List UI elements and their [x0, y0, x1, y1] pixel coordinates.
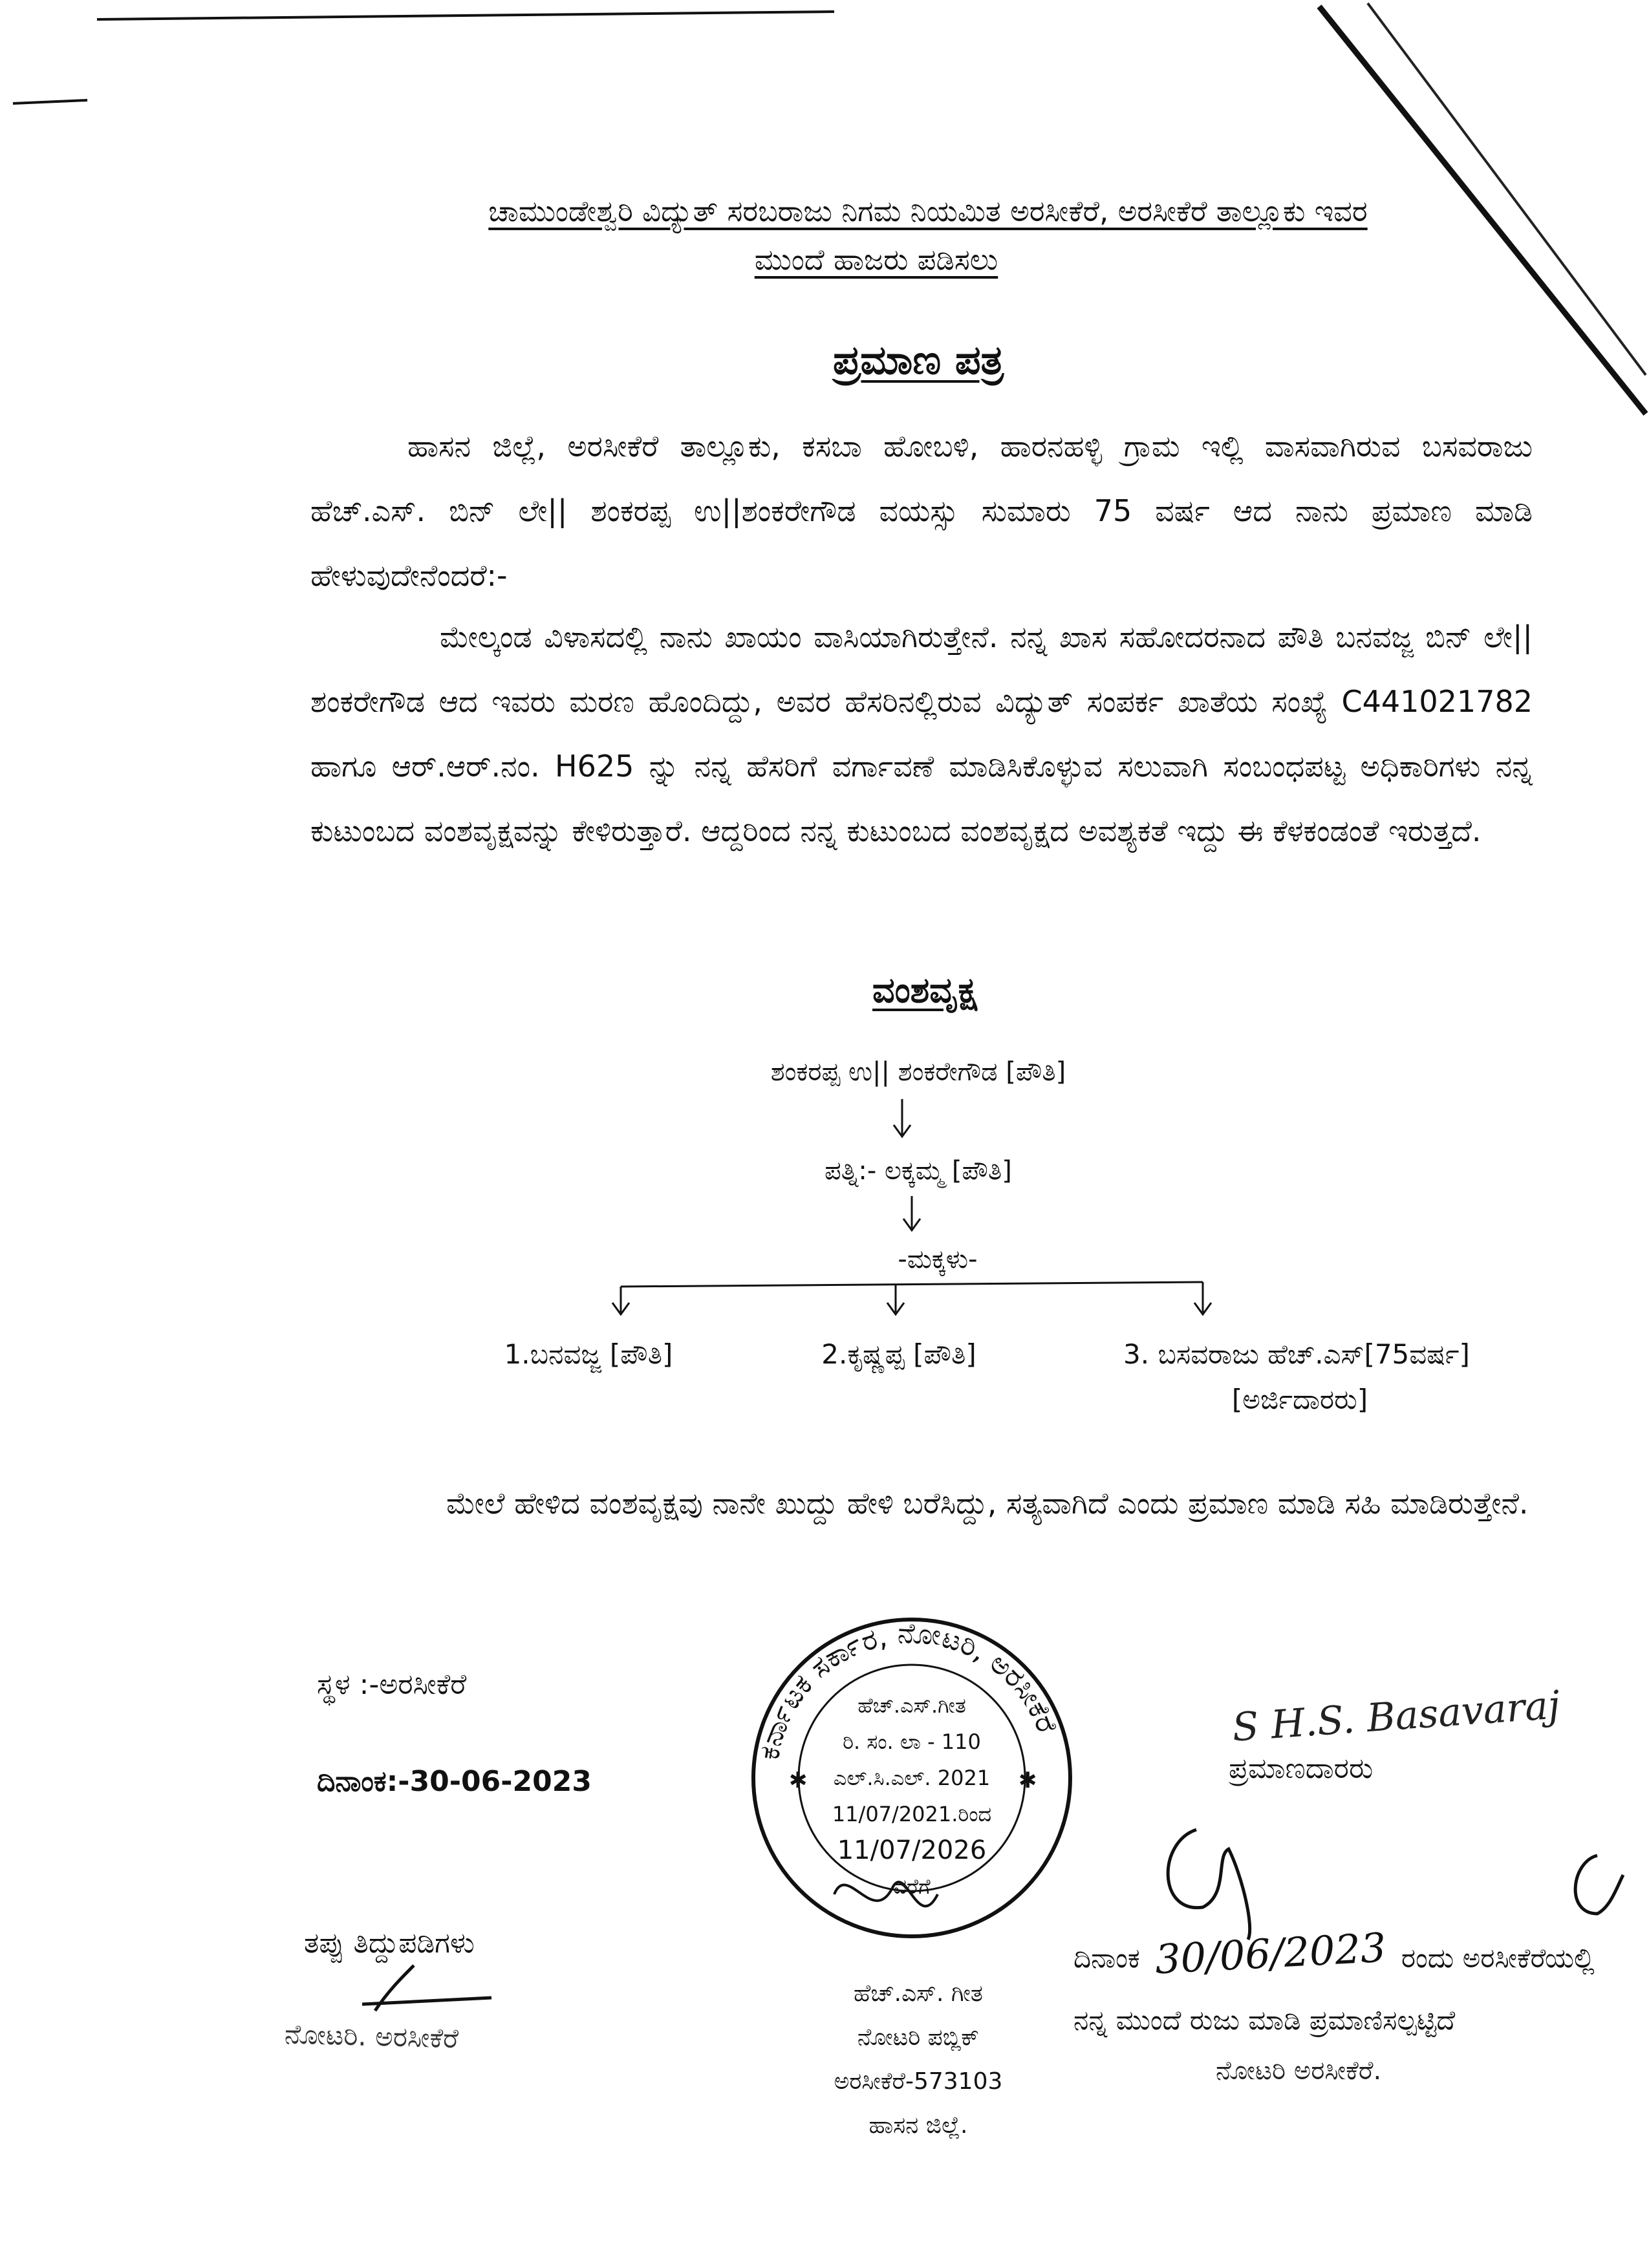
notary-caption-district: ಹಾಸನ ಜಿಲ್ಲೆ. [868, 2112, 968, 2139]
page-title: ಪ್ರಮಾಣ ಪತ್ರ [832, 336, 1004, 383]
deponent-signature: S H.S. Basavaraj [1231, 1682, 1562, 1751]
seal-line-2: ರಿ. ಸಂ. ಲಾ - 110 [843, 1729, 981, 1754]
family-tree-heading: ವಂಶವೃಕ್ಷ [872, 970, 977, 1011]
place-field: ಸ್ಥಳ :-ಅರಸೀಕೆರೆ [317, 1668, 467, 1701]
paragraph-affirmation-text: ಮೇಲೆ ಹೇಳಿದ ವಂಶವೃಕ್ಷವು ನಾನೇ ಖುದ್ದು ಹೇಳಿ ಬರೆಸಿದ್ದು, ಸತ್ಯವಾಗಿದೆ ಎಂದು ಪ್ರಮಾಣ ಮಾಡಿ ಸಹಿ ಮಾಡಿರುತ್ತೇನೆ. [446, 1486, 1529, 1521]
deponent-label: ಪ್ರಮಾಣದಾರರು [1229, 1752, 1374, 1785]
paragraph-details-text: ಮೇಲ್ಕಂಡ ವಿಳಾಸದಲ್ಲಿ ನಾನು ಖಾಯಂ ವಾಸಿಯಾಗಿರುತ್ತೇನೆ. ನನ್ನ ಖಾಸ ಸಹೋದರನಾದ ಪೌತಿ ಬನವಜ್ಜ ಬಿನ್ ಲೇ|| ಶಂಕರೇಗೌಡ ಆದ ಇವರು ಮರಣ ಹೊಂದಿದ್ದು, ಅವರ ಹೆಸರಿನಲ್ಲಿರುವ ವಿದ್ಯುತ್ ಸಂಪರ್ಕ ಖಾತೆಯ ಸಂಖ್ಯೆ C441021782 ಹಾಗೂ ಆರ್.ಆರ್.ನಂ. H625 ನ್ನು ನನ್ನ ಹೆಸರಿಗೆ ವರ್ಗಾವಣೆ ಮಾಡಿಸಿಕೊಳ್ಳುವ ಸಲುವಾಗಿ ಸಂಬಂಧಪಟ್ಟ ಅಧಿಕಾರಿಗಳು ನನ್ನ ಕುಟುಂಬದ ವಂಶವೃಕ್ಷವನ್ನು ಕೇಳಿರುತ್ತಾರೆ. ಆದ್ದರಿಂದ ನನ್ನ ಕುಟುಂಬದ ವಂಶವೃಕ್ಷದ ಅವಶ್ಯಕತೆ ಇದ್ದು ಈ ಕೆಳಕಂಡಂತೆ ಇರುತ್ತದೆ. [310, 619, 1533, 848]
header-line-2: ಮುಂದೆ ಹಾಜರು ಪಡಿಸಲು [754, 242, 998, 277]
tree-child-2: 2.ಕೃಷ್ಣಪ್ಪ [ಪೌತಿ] [821, 1338, 976, 1370]
seal-line-1: ಹೆಚ್.ಎಸ್.ಗೀತ [857, 1693, 966, 1718]
paragraph-declaration-text: ಹಾಸನ ಜಿಲ್ಲೆ, ಅರಸೀಕೆರೆ ತಾಲ್ಲೂಕು, ಕಸಬಾ ಹೋಬಳಿ, ಹಾರನಹಳ್ಳಿ ಗ್ರಾಮ ಇಲ್ಲಿ ವಾಸವಾಗಿರುವ ಬಸವರಾಜು ಹೆಚ್.ಎಸ್. ಬಿನ್ ಲೇ|| ಶಂಕರಪ್ಪ ಉ||ಶಂಕರೇಗೌಡ ವಯಸ್ಸು ಸುಮಾರು 75 ವರ್ಷ ಆದ ನಾನು ಪ್ರಮಾಣ ಮಾಡಿ ಹೇಳುವುದೇನೆಂದರೆ:- [310, 429, 1533, 593]
svg-text:✱: ✱ [789, 1768, 808, 1793]
seal-ring-text: ಕರ್ನಾಟಕ ಸರ್ಕಾರ, ನೋಟರಿ, ಅರಸೀಕೆರೆ [753, 1616, 1064, 1762]
corrections-label: ತಪ್ಪು ತಿದ್ದುಪಡಿಗಳು [304, 1927, 475, 1960]
svg-text:✱: ✱ [1018, 1768, 1037, 1793]
tree-root: ಶಂಕರಪ್ಪ ಉ|| ಶಂಕರೇಗೌಡ [ಪೌತಿ] [770, 1057, 1066, 1087]
header-line-1: ಚಾಮುಂಡೇಶ್ವರಿ ವಿದ್ಯುತ್ ಸರಬರಾಜು ನಿಗಮ ನಿಯಮಿತ ಅರಸೀಕೆರೆ, ಅರಸೀಕೆರೆ ತಾಲ್ಲೂಕು ಇವರ [488, 194, 1368, 228]
notary-caption-address: ಅರಸೀಕೆರೆ-573103 [834, 2068, 1003, 2095]
attestation-line-2: ನನ್ನ ಮುಂದೆ ರುಜು ಮಾಡಿ ಪ್ರಮಾಣಿಸಲ್ಪಟ್ಟಿದೆ [1073, 2004, 1456, 2036]
attestation-line-1 [1073, 1923, 1595, 1984]
notary-caption-title: ನೋಟರಿ ಪಬ್ಲಿಕ್ [857, 2024, 980, 2051]
tree-child-3: 3. ಬಸವರಾಜು ಹೆಚ್.ಎಸ್[75ವರ್ಷ] [1123, 1338, 1470, 1370]
attestation-line-3: ನೋಟರಿ ಅರಸೀಕೆರೆ. [1216, 2056, 1382, 2086]
seal-line-5: 11/07/2026 [837, 1835, 987, 1865]
attestation-date-handwritten: 30/06/2023 [1154, 1923, 1388, 1984]
seal-line-6: ವರೆಗೆ [893, 1874, 931, 1899]
notary-caption-name: ಹೆಚ್.ಎಸ್. ಗೀತ [853, 1980, 983, 2007]
attestation-prefix: ದಿನಾಂಕ [1073, 1942, 1140, 1974]
tree-child-3-role: [ಅರ್ಜಿದಾರರು] [1231, 1384, 1368, 1415]
tree-children-label: -ಮಕ್ಕಳು- [898, 1245, 978, 1274]
seal-line-4: 11/07/2021.ರಿಂದ [832, 1802, 992, 1826]
seal-line-3: ಎಲ್.ಸಿ.ಎಲ್. 2021 [833, 1766, 991, 1790]
notary-left-caption: ನೋಟರಿ. ಅರಸೀಕೆರೆ [284, 2018, 459, 2055]
attestation-suffix: ರಂದು ಅರಸೀಕೆರೆಯಲ್ಲಿ [1401, 1942, 1595, 1974]
date-field: ದಿನಾಂಕ:-30-06-2023 [317, 1765, 592, 1798]
tree-spouse: ಪತ್ನಿ:- ಲಕ್ಕಮ್ಮ [ಪೌತಿ] [824, 1156, 1012, 1186]
tree-child-1: 1.ಬನವಜ್ಜ [ಪೌತಿ] [504, 1338, 673, 1370]
